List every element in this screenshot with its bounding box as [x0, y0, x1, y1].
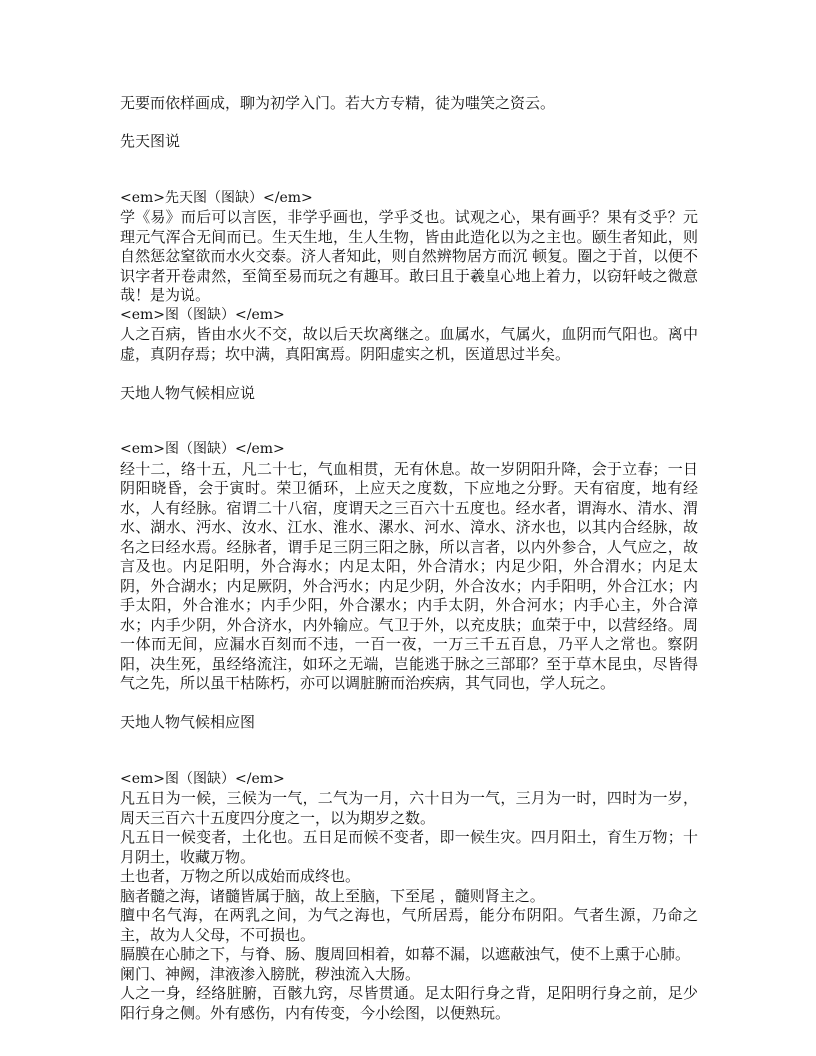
spacer: [120, 694, 698, 714]
intro-paragraph: 无要而依样画成，聊为初学入门。若大方专精，徒为嗤笑之资云。: [120, 94, 556, 112]
section-heading-tiandi-tu: 天地人物气候相应图: [120, 713, 256, 731]
paragraph: 脑者髓之海，诸髓皆属于脑，故上至脑，下至尾 ，髓则肾主之。: [120, 886, 545, 905]
document-page: [120, 94, 698, 1023]
paragraph: 阑门、神阙，津液渗入膀胱，秽浊流入大肠。: [120, 964, 421, 983]
paragraph: 人之百病，皆由水火不交，故以后天坎离继之。血属水，气属火，血阴而气阳也。离中虚，真阴存焉；坎中满，真阳寓焉。阴阳虚实之机，医道思过半矣。: [120, 325, 698, 363]
spacer: [120, 114, 698, 133]
figure-missing-caption: <em>图（图缺）</em>: [120, 770, 285, 787]
paragraph: 人之一身，经络脏腑，百骸九窍，尽皆贯通。足太阳行身之背，足阳明行身之前，足少阳行身之侧。外有感伤，内有传变，今小绘图，以便熟玩。: [120, 984, 698, 1022]
spacer: [120, 733, 698, 770]
paragraph: 膻中名气海，在两乳之间，为气之海也，气所居焉，能分布阴阳。气者生源，乃命之主，故为人父母，不可损也。: [120, 906, 698, 944]
figure-missing-caption: <em>图（图缺）</em>: [120, 306, 285, 323]
spacer: [120, 364, 698, 384]
paragraph: 学《易》而后可以言医，非学乎画也，学乎爻也。试观之心，果有画乎？果有爻乎？元理元气浑合无间而已。生天生地，生人生物，皆由此造化以为之主也。颐生者知此，则自然惩忿窒欲而水火交泰。济人者知此，则自然辨物居方而沉 顿复。圈之于首，以便不识字者开卷肃然，至简至易而玩之有趣耳。敢曰且于羲皇心地上着力，以窃轩岐之微意哉！是为说。: [120, 208, 698, 304]
paragraph: 土也者，万物之所以成始而成终也。: [120, 867, 361, 885]
paragraph: 经十二，络十五，凡二十七，气血相贯，无有休息。故一岁阴阳升降，会于立春；一日阴阳晓昏，会于寅时。荣卫循环，上应天之度数，下应地之分野。天有宿度，地有经水，人有经脉。宿谓二十八宿，度谓天之三百六十五度也。经水者，谓海水、清水、渭水、湖水、沔水、汝水、江水、淮水、漯水、河水、漳水、济水也，以其内合经脉，故名之曰经水焉。经脉者，谓手足三阴三阳之脉，所以言者，以内外参合，人气应之，故言及也。内足阳明，外合海水；内足太阳，外合清水；内足少阳，外合渭水；内足太阴，外合湖水；内足厥阴，外合沔水；内足少阴，外合汝水；内手阳明，外合江水；内手太阳，外合淮水；内手少阳，外合漯水；内手太阴，外合河水；内手心主，外合漳水；内手少阴，外合济水，内外输应。气卫于外，以充皮肤；血荣于中，以营经络。周一体而无间，应漏水百刻而不违，一百一夜，一万三千五百息，乃平人之常也。察阴阳，决生死，虽经络流注，如环之无端，岂能逃于脉之三部耶？至于草木昆虫，尽皆得气之先，所以虽干枯陈朽，亦可以调脏腑而治疾病，其气同也，学人玩之。: [120, 459, 698, 692]
paragraph: 凡五日为一候，三候为一气，二气为一月，六十日为一气，三月为一时，四时为一岁，周天三百六十五度四分度之一，以为期岁之数。: [120, 789, 698, 827]
figure-missing-caption: <em>先天图（图缺）</em>: [120, 189, 313, 206]
paragraph: 膈膜在心肺之下，与脊、肠、腹周回相着，如幕不漏，以遮蔽浊气，使不上熏于心肺。: [120, 945, 691, 963]
section-heading-tiandi-shuo: 天地人物气候相应说: [120, 383, 256, 402]
spacer: [120, 152, 698, 189]
section-heading-xiantian: 先天图说: [120, 132, 181, 150]
spacer: [120, 403, 698, 440]
figure-missing-caption: <em>图（图缺）</em>: [120, 441, 285, 457]
paragraph: 凡五日一候变者，土化也。五日足而候不变者，即一候生灾。四月阳土，育生万物；十月阴土，收藏万物。: [120, 828, 698, 866]
